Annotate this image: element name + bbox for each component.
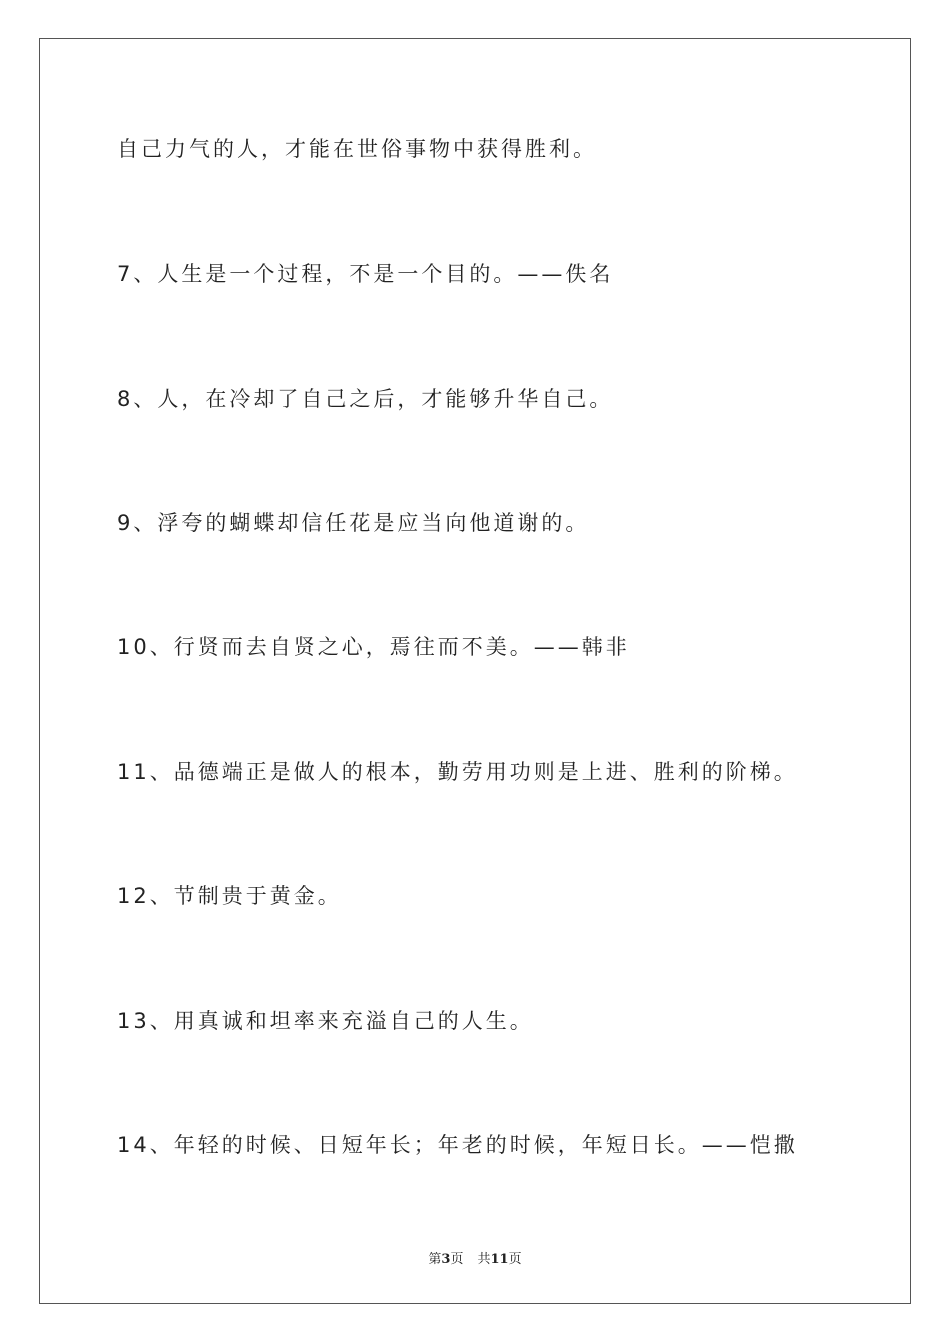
text-line-9: 9、浮夸的蝴蝶却信任花是应当向他道谢的。 [117, 511, 590, 535]
text-line-14: 14、年轻的时候、日短年长；年老的时候，年短日长。——恺撒 [117, 1133, 798, 1157]
text-line-continuation: 自己力气的人，才能在世俗事物中获得胜利。 [117, 137, 597, 161]
text-line-10: 10、行贤而去自贤之心，焉往而不美。——韩非 [117, 635, 630, 659]
text-line-11: 11、品德端正是做人的根本，勤劳用功则是上进、胜利的阶梯。 [117, 760, 798, 784]
page-suffix: 页 [450, 1252, 464, 1267]
total-prefix: 共 [477, 1252, 491, 1267]
text-line-12: 12、节制贵于黄金。 [117, 884, 342, 908]
page-prefix: 第 [428, 1252, 442, 1267]
text-line-13: 13、用真诚和坦率来充溢自己的人生。 [117, 1009, 534, 1033]
text-line-7: 7、人生是一个过程，不是一个目的。——佚名 [117, 262, 614, 286]
total-suffix: 页 [508, 1252, 522, 1267]
total-pages: 11 [490, 1252, 509, 1267]
page-number: 3 [441, 1252, 451, 1267]
page-frame [39, 38, 911, 1304]
page-footer [0, 1248, 950, 1267]
text-line-8: 8、人，在冷却了自己之后，才能够升华自己。 [117, 387, 614, 411]
